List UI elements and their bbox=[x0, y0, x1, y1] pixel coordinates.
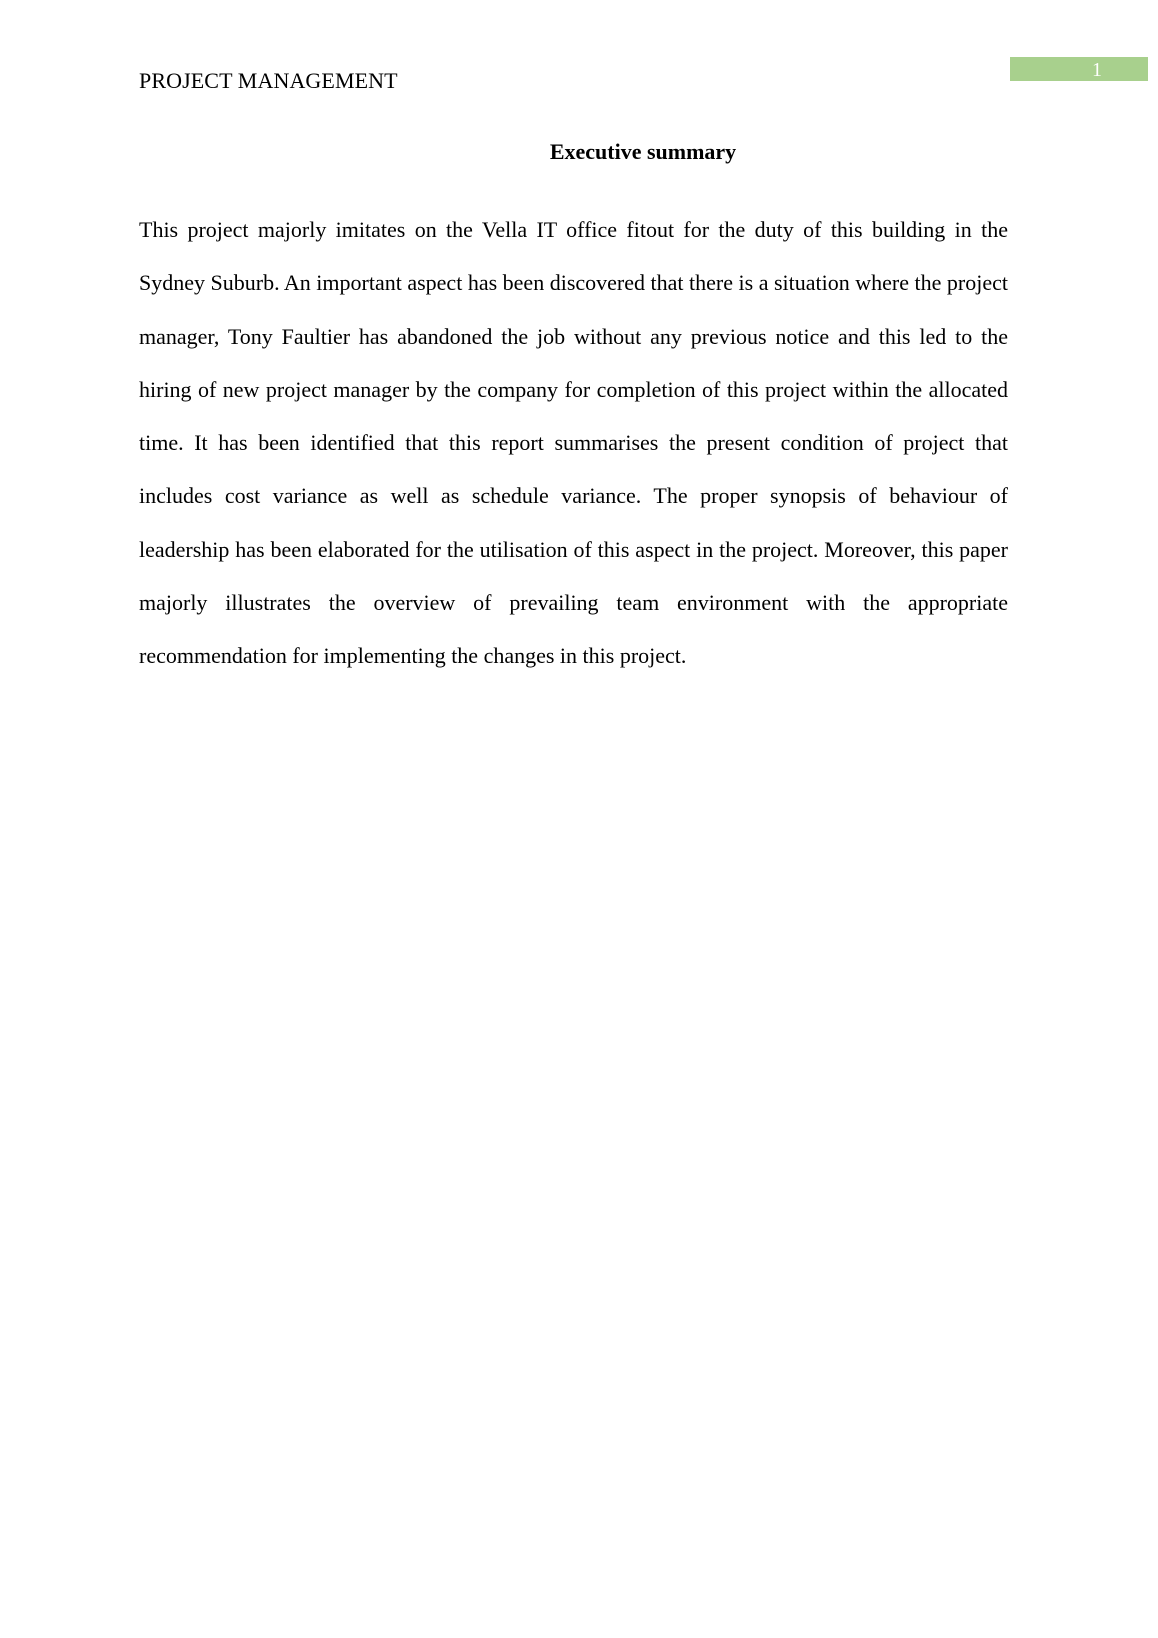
section-title: Executive summary bbox=[549, 139, 737, 164]
running-head: PROJECT MANAGEMENT bbox=[139, 68, 398, 93]
page-number-badge bbox=[1010, 57, 1148, 81]
executive-summary-paragraph: This project majorly imitates on the Vella IT office fitout for the duty of this building in the Sydney Suburb. An important aspect has been discovered that there is a situation where the project manager, Tony Faultier has abandoned the job without any previous notice and this led to the hiring of new project manager by the company for completion of this project within the allocated time. It has been identified that this report summarises the present condition of project that includes cost variance as well as schedule variance. The proper synopsis of behaviour of leadership has been elaborated for the utilisation of this aspect in the project. Moreover, this paper majorly illustrates the overview of prevailing team environment with the appropriate recommendation for implementing the changes in this project. bbox=[139, 217, 1008, 669]
page-number: 1 bbox=[1092, 59, 1102, 81]
